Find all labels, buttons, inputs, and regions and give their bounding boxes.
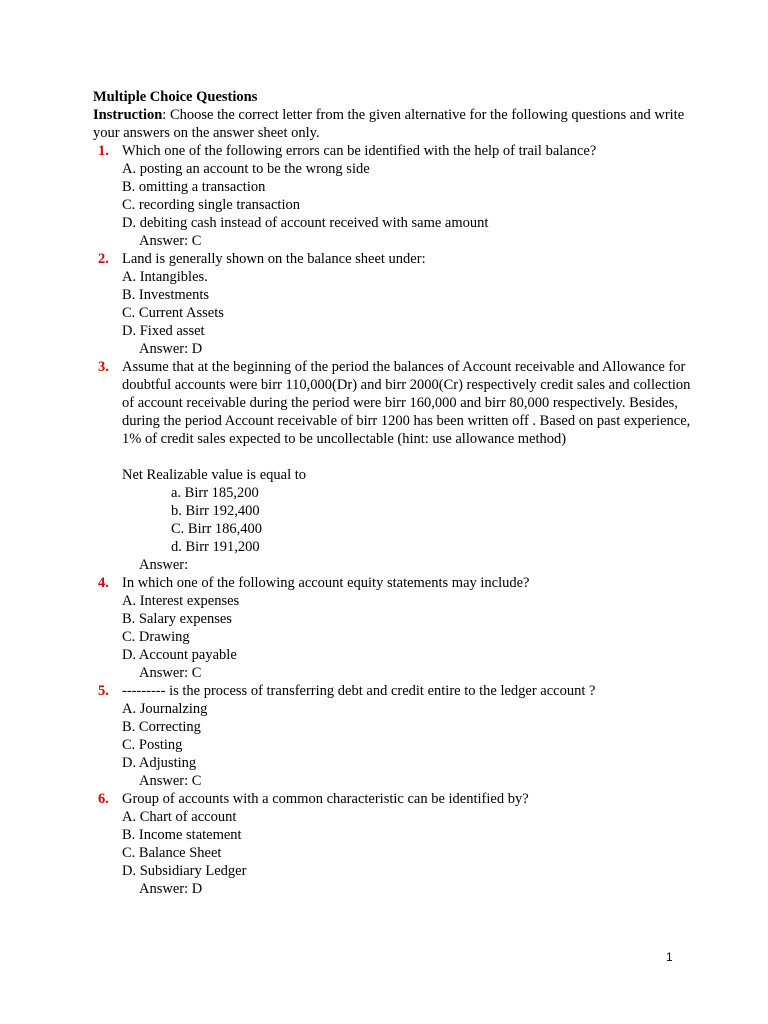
question-6 — [93, 790, 693, 808]
option: B. Investments — [122, 287, 209, 303]
option: C. Balance Sheet — [122, 845, 222, 861]
option: D. debiting cash instead of account received with same amount — [122, 215, 489, 231]
option: D. Adjusting — [122, 755, 197, 771]
option: B. Correcting — [122, 719, 201, 735]
page-title: Multiple Choice Questions — [93, 89, 258, 105]
question-number: 4. — [98, 575, 109, 591]
question-text: Group of accounts with a common characteristic can be identified by? — [122, 791, 529, 807]
instruction-label: Instruction — [93, 107, 163, 123]
option: D. Account payable — [122, 647, 237, 663]
question-text: --------- is the process of transferring debt and credit entire to the ledger account ? — [122, 683, 596, 699]
question-text: Which one of the following errors can be identified with the help of trail balance? — [122, 143, 597, 159]
question-number: 1. — [98, 143, 109, 159]
option: B. Income statement — [122, 827, 242, 843]
instruction — [93, 106, 693, 142]
document-page — [93, 88, 693, 898]
question-3 — [93, 358, 693, 448]
option: C. Posting — [122, 737, 183, 753]
option: C. Drawing — [122, 629, 190, 645]
question-text: In which one of the following account equity statements may include? — [122, 575, 530, 591]
question-text: Land is generally shown on the balance sheet under: — [122, 251, 426, 267]
answer: Answer: D — [139, 881, 203, 897]
option: D. Subsidiary Ledger — [122, 863, 247, 879]
question-4 — [93, 574, 693, 592]
question-5 — [93, 682, 693, 700]
option: A. Interest expenses — [122, 593, 240, 609]
page-number: 1 — [666, 950, 673, 964]
option: B. omitting a transaction — [122, 179, 266, 195]
option: a. Birr 185,200 — [171, 485, 259, 501]
question-number: 2. — [98, 251, 109, 267]
question-number: 3. — [98, 359, 109, 375]
answer: Answer: C — [139, 233, 202, 249]
option: d. Birr 191,200 — [171, 539, 260, 555]
option: D. Fixed asset — [122, 323, 205, 339]
option: A. posting an account to be the wrong side — [122, 161, 370, 177]
answer: Answer: C — [139, 665, 202, 681]
instruction-text: : Choose the correct letter from the given alternative for the following questions and write your answers on the answer sheet only. — [93, 107, 685, 141]
question-subtext: Net Realizable value is equal to — [122, 467, 306, 483]
option: B. Salary expenses — [122, 611, 232, 627]
answer: Answer: — [139, 557, 189, 573]
option: C. Current Assets — [122, 305, 224, 321]
answer: Answer: D — [139, 341, 203, 357]
question-1 — [93, 142, 693, 160]
option: A. Intangibles. — [122, 269, 208, 285]
question-text: Assume that at the beginning of the period the balances of Account receivable and Allowance for doubtful accounts were birr 110,000(Dr) and birr 2000(Cr) respectively credit sales and collection of account receivable during the period were birr 160,000 and birr 80,000 respectively. Besides, during the period Account receivable of birr 1200 has been written off . Based on past experience, 1% of credit sales expected to be uncollectable (hint: use allowance method) — [122, 359, 691, 447]
option: A. Journalzing — [122, 701, 208, 717]
answer: Answer: C — [139, 773, 202, 789]
question-2 — [93, 250, 693, 268]
question-number: 6. — [98, 791, 109, 807]
option: C. Birr 186,400 — [171, 521, 263, 537]
option: C. recording single transaction — [122, 197, 300, 213]
question-number: 5. — [98, 683, 109, 699]
spacer — [93, 448, 693, 466]
option: b. Birr 192,400 — [171, 503, 260, 519]
option: A. Chart of account — [122, 809, 237, 825]
